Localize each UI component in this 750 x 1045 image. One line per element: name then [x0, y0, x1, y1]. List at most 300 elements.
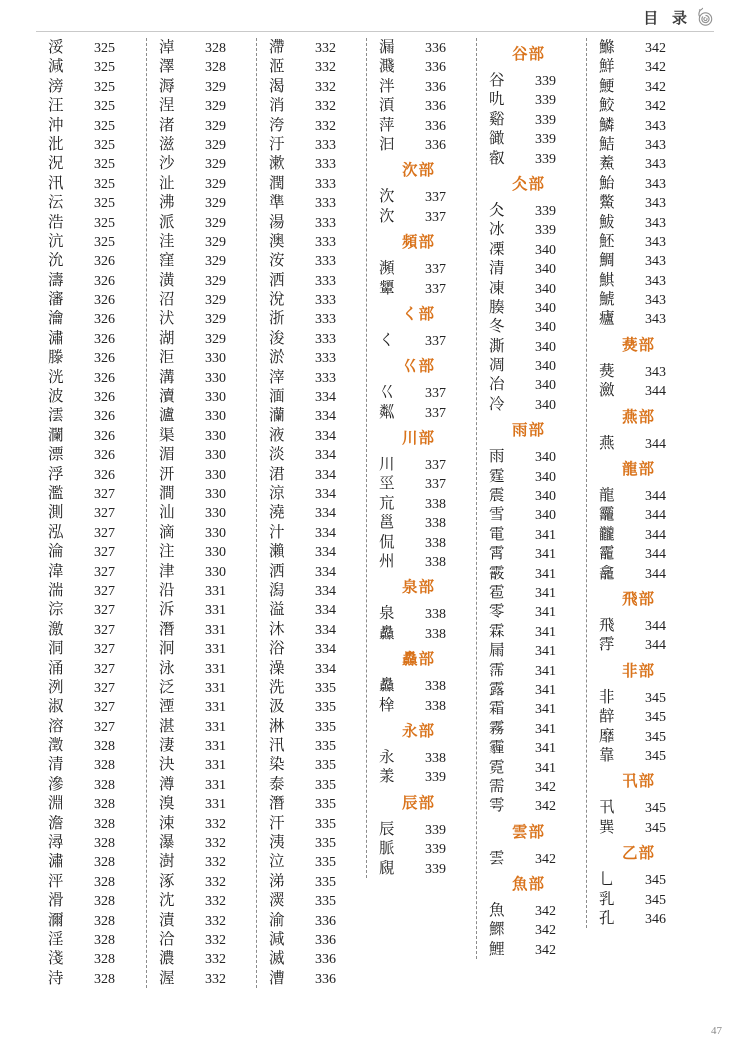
entry-page-number: 326	[94, 390, 115, 406]
catalog-entry[interactable]	[367, 57, 476, 76]
entry-character: 霰	[489, 564, 505, 582]
catalog-entry[interactable]	[477, 738, 586, 757]
entry-page-number: 326	[94, 448, 115, 464]
catalog-column	[36, 38, 146, 988]
catalog-entry[interactable]	[147, 562, 256, 581]
catalog-entry[interactable]	[257, 717, 366, 736]
catalog-entry[interactable]	[36, 639, 146, 658]
catalog-entry[interactable]	[147, 755, 256, 774]
catalog-entry[interactable]	[147, 891, 256, 910]
catalog-entry[interactable]	[36, 697, 146, 716]
catalog-entry[interactable]	[257, 368, 366, 387]
catalog-entry[interactable]	[367, 748, 476, 767]
catalog-entry[interactable]	[147, 251, 256, 270]
catalog-entry[interactable]	[257, 116, 366, 135]
catalog-entry[interactable]	[147, 271, 256, 290]
catalog-entry[interactable]	[36, 193, 146, 212]
catalog-entry[interactable]	[36, 503, 146, 522]
catalog-entry[interactable]	[477, 90, 586, 109]
catalog-entry[interactable]	[36, 213, 146, 232]
catalog-entry[interactable]	[587, 746, 696, 765]
catalog-entry[interactable]	[147, 387, 256, 406]
entry-page-number: 343	[645, 254, 666, 270]
catalog-entry[interactable]	[36, 775, 146, 794]
catalog-entry[interactable]	[367, 513, 476, 532]
catalog-entry[interactable]	[587, 798, 696, 817]
catalog-entry[interactable]	[367, 259, 476, 278]
catalog-entry[interactable]	[477, 317, 586, 336]
entry-page-number: 338	[425, 516, 446, 532]
catalog-entry[interactable]	[257, 891, 366, 910]
catalog-entry[interactable]	[587, 505, 696, 524]
catalog-entry[interactable]	[477, 525, 586, 544]
catalog-entry[interactable]	[477, 395, 586, 414]
entry-character: 漬	[159, 911, 175, 929]
catalog-entry[interactable]	[36, 135, 146, 154]
catalog-entry[interactable]	[257, 329, 366, 348]
catalog-entry[interactable]	[36, 38, 146, 57]
catalog-entry[interactable]	[477, 240, 586, 259]
catalog-entry[interactable]	[36, 872, 146, 891]
catalog-entry[interactable]	[367, 96, 476, 115]
entry-character: 濃	[159, 950, 175, 968]
catalog-entry[interactable]	[36, 174, 146, 193]
catalog-entry[interactable]	[147, 659, 256, 678]
catalog-entry[interactable]	[147, 309, 256, 328]
catalog-entry[interactable]	[477, 486, 586, 505]
catalog-entry[interactable]	[367, 859, 476, 878]
catalog-entry[interactable]	[587, 818, 696, 837]
catalog-entry[interactable]	[477, 796, 586, 815]
entry-page-number: 345	[645, 873, 666, 889]
catalog-entry[interactable]	[36, 271, 146, 290]
catalog-entry[interactable]	[257, 659, 366, 678]
catalog-entry[interactable]	[36, 911, 146, 930]
catalog-entry[interactable]	[587, 870, 696, 889]
catalog-entry[interactable]	[147, 852, 256, 871]
catalog-entry[interactable]	[147, 96, 256, 115]
catalog-entry[interactable]	[367, 604, 476, 623]
entry-character: 汩	[379, 135, 395, 153]
radical-section-heading: 龍部	[621, 461, 655, 479]
catalog-entry[interactable]	[257, 484, 366, 503]
catalog-entry[interactable]	[257, 503, 366, 522]
catalog-entry[interactable]	[36, 465, 146, 484]
catalog-entry[interactable]	[477, 71, 586, 90]
catalog-entry[interactable]	[587, 688, 696, 707]
catalog-entry[interactable]	[257, 620, 366, 639]
catalog-entry[interactable]	[147, 57, 256, 76]
catalog-entry[interactable]	[147, 465, 256, 484]
catalog-entry[interactable]	[147, 930, 256, 949]
catalog-entry[interactable]	[257, 193, 366, 212]
catalog-entry[interactable]	[36, 891, 146, 910]
catalog-entry[interactable]	[147, 736, 256, 755]
catalog-entry[interactable]	[587, 616, 696, 635]
entry-page-number: 326	[94, 370, 115, 386]
catalog-entry[interactable]	[147, 911, 256, 930]
catalog-entry[interactable]	[477, 777, 586, 796]
catalog-entry[interactable]	[477, 940, 586, 959]
catalog-entry[interactable]	[477, 110, 586, 129]
catalog-entry[interactable]	[367, 474, 476, 493]
catalog-entry[interactable]	[257, 794, 366, 813]
catalog-entry[interactable]	[367, 767, 476, 786]
catalog-entry[interactable]	[36, 77, 146, 96]
catalog-entry[interactable]	[367, 77, 476, 96]
entry-page-number: 329	[205, 196, 226, 212]
catalog-entry[interactable]	[147, 368, 256, 387]
catalog-entry[interactable]	[257, 697, 366, 716]
catalog-column	[476, 38, 586, 959]
catalog-entry[interactable]	[36, 562, 146, 581]
catalog-entry[interactable]	[587, 154, 696, 173]
catalog-entry[interactable]	[367, 279, 476, 298]
catalog-entry[interactable]	[587, 564, 696, 583]
catalog-entry[interactable]	[367, 135, 476, 154]
catalog-entry[interactable]	[367, 116, 476, 135]
catalog-entry[interactable]	[36, 406, 146, 425]
catalog-entry[interactable]	[257, 232, 366, 251]
catalog-entry[interactable]	[257, 678, 366, 697]
entry-character: 淡	[269, 446, 285, 464]
catalog-entry[interactable]	[367, 839, 476, 858]
catalog-entry[interactable]	[257, 852, 366, 871]
catalog-entry[interactable]	[147, 329, 256, 348]
catalog-entry[interactable]	[36, 368, 146, 387]
catalog-entry[interactable]	[257, 38, 366, 57]
catalog-entry[interactable]	[36, 445, 146, 464]
catalog-entry[interactable]	[147, 174, 256, 193]
catalog-entry[interactable]	[257, 465, 366, 484]
catalog-entry[interactable]	[477, 279, 586, 298]
catalog-entry[interactable]	[147, 678, 256, 697]
catalog-entry[interactable]	[257, 833, 366, 852]
catalog-entry[interactable]	[477, 583, 586, 602]
entry-character: 雲	[489, 849, 505, 867]
catalog-entry[interactable]	[147, 503, 256, 522]
catalog-entry[interactable]	[367, 624, 476, 643]
catalog-entry[interactable]	[587, 174, 696, 193]
catalog-entry[interactable]	[147, 154, 256, 173]
catalog-entry[interactable]	[367, 207, 476, 226]
catalog-entry[interactable]	[257, 135, 366, 154]
catalog-entry[interactable]	[257, 77, 366, 96]
catalog-entry[interactable]	[36, 309, 146, 328]
entry-character: 川	[379, 456, 395, 474]
catalog-entry[interactable]	[367, 696, 476, 715]
entry-page-number: 325	[94, 196, 115, 212]
catalog-entry[interactable]	[36, 232, 146, 251]
catalog-entry[interactable]	[147, 794, 256, 813]
entry-page-number: 333	[315, 351, 336, 367]
catalog-entry[interactable]	[257, 154, 366, 173]
catalog-entry[interactable]	[587, 290, 696, 309]
catalog-entry[interactable]	[477, 505, 586, 524]
catalog-columns	[36, 38, 716, 1018]
catalog-entry[interactable]	[257, 755, 366, 774]
catalog-entry[interactable]	[477, 920, 586, 939]
catalog-entry[interactable]	[257, 213, 366, 232]
catalog-entry[interactable]	[36, 348, 146, 367]
catalog-entry[interactable]	[587, 135, 696, 154]
catalog-entry[interactable]	[147, 600, 256, 619]
catalog-entry[interactable]	[367, 820, 476, 839]
catalog-entry[interactable]	[257, 348, 366, 367]
entry-character: 㷼	[599, 362, 615, 380]
catalog-entry[interactable]	[257, 736, 366, 755]
catalog-entry[interactable]	[257, 251, 366, 270]
catalog-entry[interactable]	[257, 290, 366, 309]
catalog-entry[interactable]	[477, 220, 586, 239]
catalog-entry[interactable]	[36, 833, 146, 852]
catalog-entry[interactable]	[36, 542, 146, 561]
catalog-entry[interactable]	[477, 129, 586, 148]
catalog-entry[interactable]	[477, 201, 586, 220]
catalog-entry[interactable]	[147, 445, 256, 464]
entry-page-number: 331	[205, 719, 226, 735]
entry-character: 巜	[379, 384, 395, 402]
entry-page-number: 332	[315, 79, 336, 95]
catalog-entry[interactable]	[367, 331, 476, 350]
page-number: 47	[711, 1025, 722, 1037]
catalog-entry[interactable]	[36, 659, 146, 678]
catalog-entry[interactable]	[257, 387, 366, 406]
radical-section-heading: 燕部	[621, 408, 655, 426]
catalog-entry[interactable]	[36, 484, 146, 503]
catalog-entry[interactable]	[587, 38, 696, 57]
catalog-entry[interactable]	[147, 426, 256, 445]
catalog-entry[interactable]	[477, 719, 586, 738]
catalog-entry[interactable]	[367, 38, 476, 57]
catalog-entry[interactable]	[147, 872, 256, 891]
catalog-entry[interactable]	[367, 676, 476, 695]
catalog-entry[interactable]	[257, 96, 366, 115]
catalog-entry[interactable]	[477, 641, 586, 660]
catalog-entry[interactable]	[367, 383, 476, 402]
catalog-entry[interactable]	[36, 736, 146, 755]
catalog-entry[interactable]	[257, 969, 366, 988]
catalog-entry[interactable]	[587, 544, 696, 563]
catalog-entry[interactable]	[36, 154, 146, 173]
entry-character: 瀨	[269, 543, 285, 561]
catalog-entry[interactable]	[36, 387, 146, 406]
page-header	[0, 0, 750, 34]
catalog-entry[interactable]	[587, 251, 696, 270]
catalog-entry[interactable]	[587, 525, 696, 544]
catalog-entry[interactable]	[477, 149, 586, 168]
catalog-entry[interactable]	[477, 259, 586, 278]
catalog-entry[interactable]	[587, 309, 696, 328]
catalog-entry[interactable]	[36, 116, 146, 135]
entry-character: 滲	[48, 775, 64, 793]
catalog-entry[interactable]	[147, 775, 256, 794]
catalog-entry[interactable]	[36, 755, 146, 774]
entry-page-number: 345	[645, 820, 666, 836]
catalog-entry[interactable]	[367, 494, 476, 513]
catalog-entry[interactable]	[147, 213, 256, 232]
catalog-entry[interactable]	[587, 116, 696, 135]
catalog-entry[interactable]	[36, 251, 146, 270]
catalog-entry[interactable]	[36, 852, 146, 871]
catalog-entry[interactable]	[587, 77, 696, 96]
catalog-entry[interactable]	[257, 911, 366, 930]
catalog-entry[interactable]	[587, 57, 696, 76]
catalog-entry[interactable]	[257, 523, 366, 542]
catalog-entry[interactable]	[477, 622, 586, 641]
entry-character: 㮆	[379, 696, 395, 714]
catalog-entry[interactable]	[367, 455, 476, 474]
catalog-entry[interactable]	[587, 890, 696, 909]
catalog-entry[interactable]	[257, 600, 366, 619]
catalog-entry[interactable]	[587, 362, 696, 381]
catalog-entry[interactable]	[147, 232, 256, 251]
catalog-entry[interactable]	[36, 523, 146, 542]
catalog-entry[interactable]	[147, 717, 256, 736]
catalog-entry[interactable]	[147, 193, 256, 212]
catalog-entry[interactable]	[477, 699, 586, 718]
entry-character: 霓	[489, 758, 505, 776]
catalog-entry[interactable]	[477, 544, 586, 563]
catalog-entry[interactable]	[147, 639, 256, 658]
catalog-entry[interactable]	[587, 909, 696, 928]
catalog-entry[interactable]	[477, 298, 586, 317]
entry-page-number: 342	[535, 904, 556, 920]
catalog-entry[interactable]	[257, 426, 366, 445]
catalog-entry[interactable]	[36, 717, 146, 736]
catalog-entry[interactable]	[147, 484, 256, 503]
catalog-entry[interactable]	[147, 581, 256, 600]
catalog-entry[interactable]	[367, 533, 476, 552]
catalog-entry[interactable]	[147, 523, 256, 542]
entry-page-number: 334	[315, 622, 336, 638]
catalog-entry[interactable]	[147, 620, 256, 639]
catalog-entry[interactable]	[257, 930, 366, 949]
catalog-entry[interactable]	[257, 406, 366, 425]
catalog-entry[interactable]	[257, 581, 366, 600]
catalog-entry[interactable]	[36, 969, 146, 988]
catalog-entry[interactable]	[36, 581, 146, 600]
catalog-entry[interactable]	[587, 434, 696, 453]
catalog-entry[interactable]	[477, 375, 586, 394]
catalog-entry[interactable]	[587, 381, 696, 400]
entry-character: 凍	[489, 279, 505, 297]
catalog-entry[interactable]	[257, 271, 366, 290]
catalog-entry[interactable]	[257, 562, 366, 581]
radical-section-heading: く部	[401, 305, 435, 323]
catalog-entry[interactable]	[36, 426, 146, 445]
catalog-entry[interactable]	[587, 232, 696, 251]
catalog-entry[interactable]	[257, 57, 366, 76]
catalog-entry[interactable]	[36, 678, 146, 697]
catalog-entry[interactable]	[257, 309, 366, 328]
catalog-entry[interactable]	[147, 135, 256, 154]
catalog-entry[interactable]	[477, 849, 586, 868]
entry-character: 清	[48, 756, 64, 774]
catalog-entry[interactable]	[147, 697, 256, 716]
catalog-entry[interactable]	[367, 187, 476, 206]
entry-page-number: 342	[535, 851, 556, 867]
catalog-entry[interactable]	[36, 96, 146, 115]
catalog-entry[interactable]	[257, 814, 366, 833]
catalog-entry[interactable]	[36, 57, 146, 76]
catalog-entry[interactable]	[147, 290, 256, 309]
entry-page-number: 336	[425, 41, 446, 56]
catalog-entry[interactable]	[587, 193, 696, 212]
catalog-entry[interactable]	[587, 213, 696, 232]
catalog-entry[interactable]	[477, 661, 586, 680]
entry-page-number: 336	[425, 60, 446, 76]
catalog-entry[interactable]	[36, 949, 146, 968]
catalog-entry[interactable]	[147, 406, 256, 425]
catalog-entry[interactable]	[367, 403, 476, 422]
catalog-entry[interactable]	[477, 758, 586, 777]
catalog-entry[interactable]	[477, 602, 586, 621]
catalog-entry[interactable]	[36, 290, 146, 309]
catalog-entry[interactable]	[147, 348, 256, 367]
catalog-entry[interactable]	[36, 329, 146, 348]
catalog-entry[interactable]	[257, 542, 366, 561]
entry-character: 雪	[489, 506, 505, 524]
entry-page-number: 336	[315, 932, 336, 948]
entry-character: 鱉	[599, 194, 615, 212]
catalog-entry[interactable]	[367, 552, 476, 571]
catalog-entry[interactable]	[587, 707, 696, 726]
catalog-entry[interactable]	[257, 445, 366, 464]
catalog-entry[interactable]	[587, 727, 696, 746]
entry-page-number: 338	[425, 496, 446, 512]
catalog-entry[interactable]	[587, 635, 696, 654]
catalog-entry[interactable]	[477, 901, 586, 920]
entry-page-number: 341	[535, 644, 556, 660]
catalog-entry[interactable]	[147, 949, 256, 968]
catalog-entry[interactable]	[147, 77, 256, 96]
entry-character: 派	[159, 213, 175, 231]
catalog-entry[interactable]	[477, 467, 586, 486]
catalog-entry[interactable]	[257, 872, 366, 891]
catalog-entry[interactable]	[477, 356, 586, 375]
entry-character: 電	[489, 525, 505, 543]
catalog-entry[interactable]	[147, 38, 256, 57]
catalog-entry[interactable]	[36, 620, 146, 639]
catalog-entry[interactable]	[147, 969, 256, 988]
catalog-entry[interactable]	[587, 271, 696, 290]
catalog-entry[interactable]	[477, 680, 586, 699]
catalog-entry[interactable]	[147, 814, 256, 833]
catalog-entry[interactable]	[147, 542, 256, 561]
catalog-entry[interactable]	[257, 639, 366, 658]
catalog-entry[interactable]	[257, 174, 366, 193]
catalog-entry[interactable]	[477, 337, 586, 356]
catalog-entry[interactable]	[36, 794, 146, 813]
catalog-entry[interactable]	[36, 600, 146, 619]
catalog-entry[interactable]	[477, 447, 586, 466]
catalog-entry[interactable]	[477, 564, 586, 583]
catalog-entry[interactable]	[587, 486, 696, 505]
entry-character: 澆	[269, 504, 285, 522]
entry-character: 濔	[48, 911, 64, 929]
catalog-entry[interactable]	[36, 814, 146, 833]
catalog-entry[interactable]	[36, 930, 146, 949]
catalog-entry[interactable]	[257, 949, 366, 968]
catalog-entry[interactable]	[147, 116, 256, 135]
entry-character: 洍	[269, 58, 285, 76]
entry-page-number: 330	[205, 390, 226, 406]
entry-page-number: 332	[205, 894, 226, 910]
catalog-entry[interactable]	[587, 96, 696, 115]
catalog-entry[interactable]	[147, 833, 256, 852]
catalog-entry[interactable]	[257, 775, 366, 794]
